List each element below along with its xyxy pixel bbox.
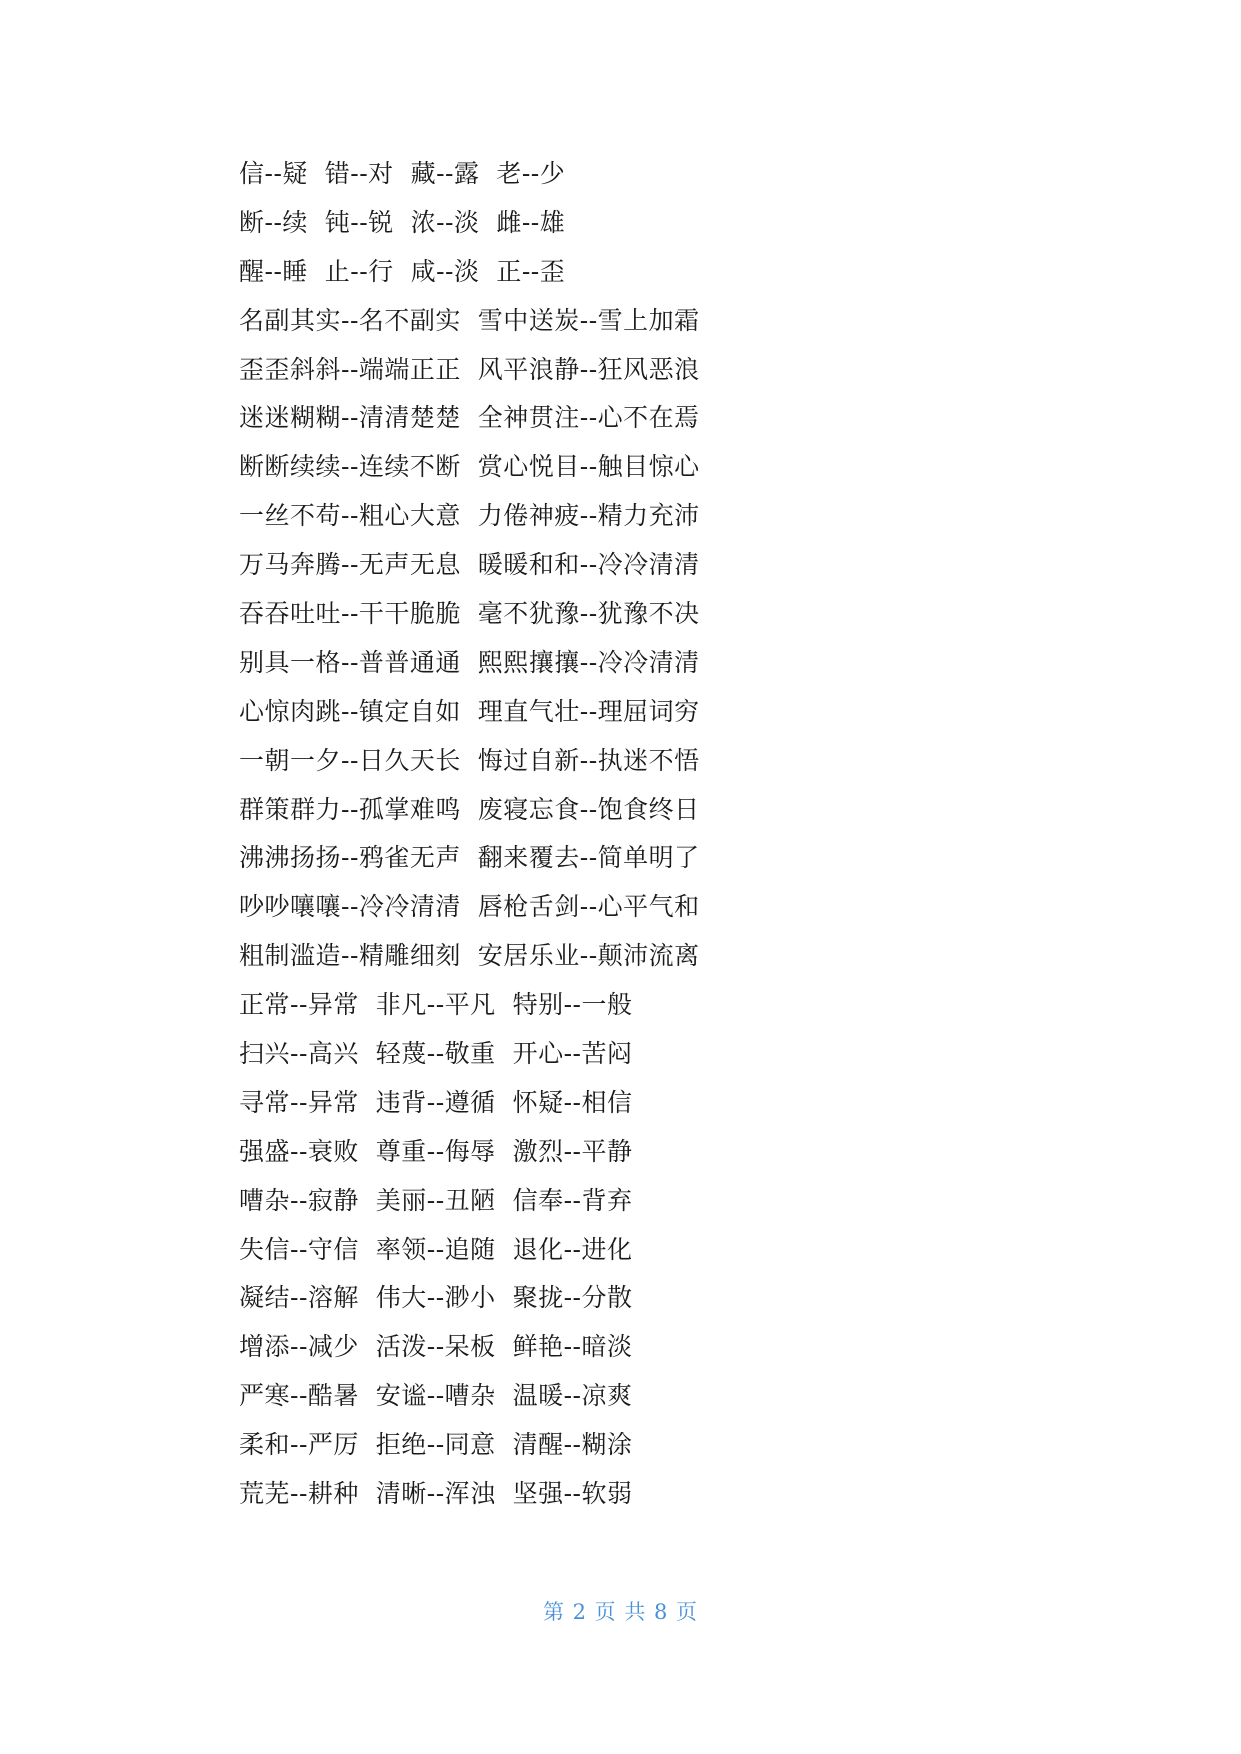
antonym-line: 断--续 钝--锐 浓--淡 雌--雄: [239, 207, 566, 237]
antonym-line: 吞吞吐吐--干干脆脆 毫不犹豫--犹豫不决: [239, 599, 700, 629]
antonym-line: 扫兴--高兴 轻蔑--敬重 开心--苦闷: [239, 1039, 633, 1069]
page-number-footer: 第 2 页 共 8 页: [542, 1600, 699, 1624]
antonym-line: 强盛--衰败 尊重--侮辱 激烈--平静: [239, 1136, 633, 1166]
antonym-line: 嘈杂--寂静 美丽--丑陋 信奉--背弃: [239, 1185, 633, 1215]
antonym-line: 凝结--溶解 伟大--渺小 聚拢--分散: [239, 1283, 633, 1313]
antonym-line: 一朝一夕--日久天长 悔过自新--执迷不悟: [239, 745, 700, 775]
antonym-line: 信--疑 错--对 藏--露 老--少: [239, 159, 566, 188]
antonym-line: 沸沸扬扬--鸦雀无声 翻来覆去--简单明了: [239, 843, 700, 873]
antonym-line: 增添--减少 活泼--呆板 鲜艳--暗淡: [239, 1332, 633, 1362]
antonym-line: 吵吵嚷嚷--冷冷清清 唇枪舌剑--心平气和: [239, 892, 700, 922]
antonym-line: 歪歪斜斜--端端正正 风平浪静--狂风恶浪: [239, 354, 700, 384]
antonym-line: 正常--异常 非凡--平凡 特别--一般: [239, 990, 633, 1020]
antonym-line: 荒芜--耕种 清晰--浑浊 坚强--软弱: [239, 1479, 633, 1509]
antonym-line: 名副其实--名不副实 雪中送炭--雪上加霜: [239, 305, 700, 335]
antonym-line: 柔和--严厉 拒绝--同意 清醒--糊涂: [239, 1430, 633, 1460]
document-body: [239, 150, 1139, 1519]
antonym-line: 断断续续--连续不断 赏心悦目--触目惊心: [239, 452, 700, 482]
antonym-line: 心惊肉跳--镇定自如 理直气壮--理屈词穷: [239, 696, 700, 726]
antonym-line: 寻常--异常 违背--遵循 怀疑--相信: [239, 1087, 633, 1117]
antonym-line: 严寒--酷暑 安谧--嘈杂 温暖--凉爽: [239, 1381, 633, 1411]
antonym-line: 迷迷糊糊--清清楚楚 全神贯注--心不在焉: [239, 403, 700, 433]
antonym-line: 群策群力--孤掌难鸣 废寝忘食--饱食终日: [239, 794, 700, 824]
antonym-line: 别具一格--普普通通 熙熙攘攘--冷冷清清: [239, 647, 700, 677]
antonym-line: 粗制滥造--精雕细刻 安居乐业--颠沛流离: [239, 941, 700, 971]
antonym-line: 失信--守信 率领--追随 退化--进化: [239, 1234, 633, 1264]
antonym-line: 醒--睡 止--行 咸--淡 正--歪: [239, 256, 566, 286]
antonym-line: 万马奔腾--无声无息 暖暖和和--冷冷清清: [239, 550, 700, 580]
antonym-line: 一丝不苟--粗心大意 力倦神疲--精力充沛: [239, 501, 700, 531]
